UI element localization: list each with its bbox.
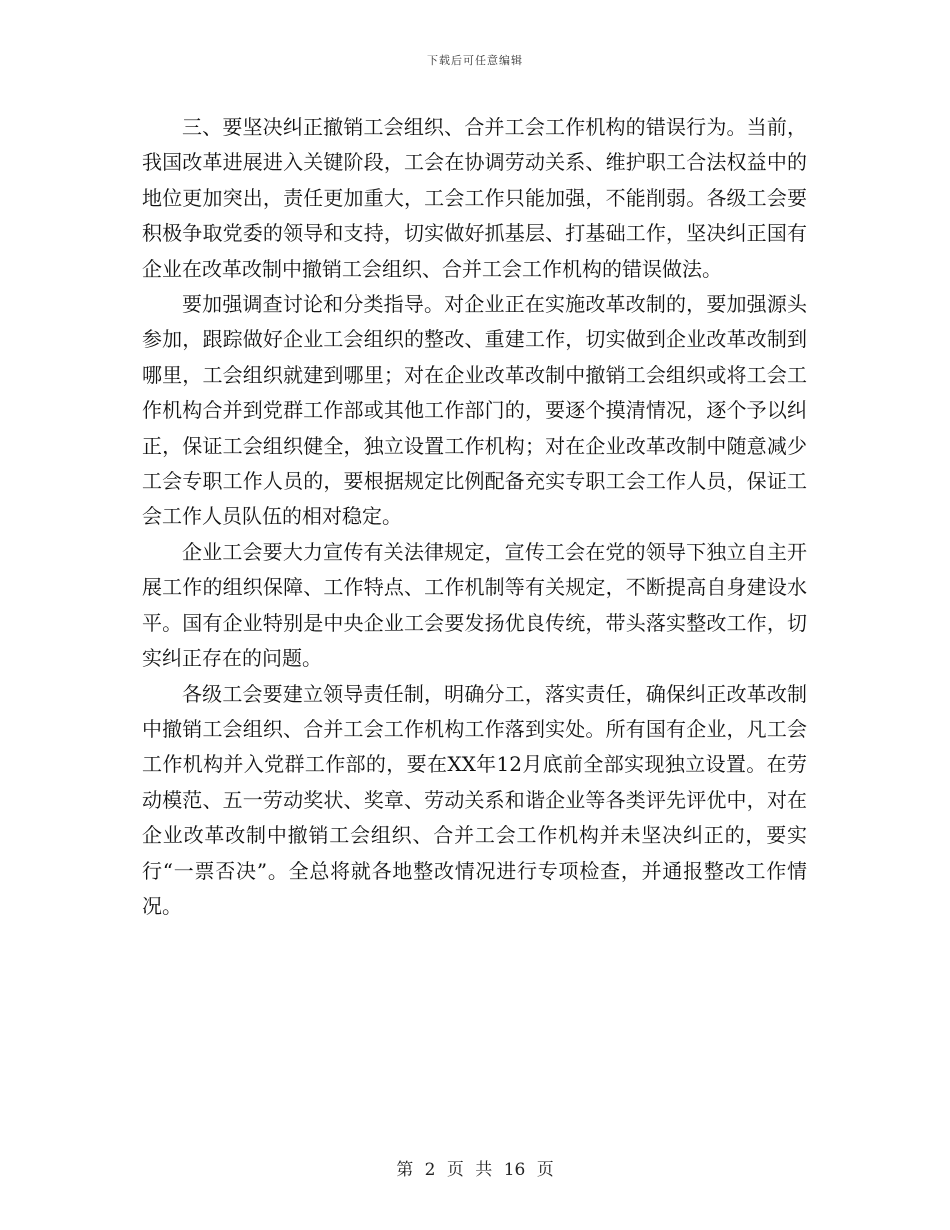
document-body: [142, 110, 807, 924]
paragraph-1: 三、要坚决纠正撤销工会组织、合并工会工作机构的错误行为。当前，我国改革进展进入关键阶段，工会在协调劳动关系、维护职工合法权益中的地位更加突出，责任更加重大，工会工作只能加强，不能削弱。各级工会要积极争取党委的领导和支持，切实做好抓基层、打基础工作，坚决纠正国有企业在改革改制中撤销工会组织、合并工会工作机构的错误做法。: [142, 115, 807, 281]
paragraph-4: 各级工会要建立领导责任制，明确分工，落实责任，确保纠正改革改制中撤销工会组织、合并工会工作机构工作落到实处。所有国有企业，凡工会工作机构并入党群工作部的，要在XX年12月底前全部实现独立设置。在劳动模范、五一劳动奖状、奖章、劳动关系和谐企业等各类评先评优中，对在企业改革改制中撤销工会组织、合并工会工作机构并未坚决纠正的，要实行“一票否决”。全总将就各地整改情况进行专项检查，并通报整改工作情况。: [142, 681, 807, 918]
page-header-note: 下载后可任意编辑: [427, 54, 523, 67]
page-number: 第 2 页 共 16 页: [396, 1160, 554, 1180]
paragraph-2: 要加强调查讨论和分类指导。对企业正在实施改革改制的，要加强源头参加，跟踪做好企业工会组织的整改、重建工作，切实做到企业改革改制到哪里，工会组织就建到哪里；对在企业改革改制中撤销工会组织或将工会工作机构合并到党群工作部或其他工作部门的，要逐个摸清情况，逐个予以纠正，保证工会组织健全，独立设置工作机构；对在企业改革改制中随意减少工会专职工作人员的，要根据规定比例配备充实专职工会工作人员，保证工会工作人员队伍的相对稳定。: [142, 292, 807, 529]
paragraph-3: 企业工会要大力宣传有关法律规定，宣传工会在党的领导下独立自主开展工作的组织保障、工作特点、工作机制等有关规定，不断提高自身建设水平。国有企业特别是中央企业工会要发扬优良传统，带头落实整改工作，切实纠正存在的问题。: [142, 539, 807, 671]
